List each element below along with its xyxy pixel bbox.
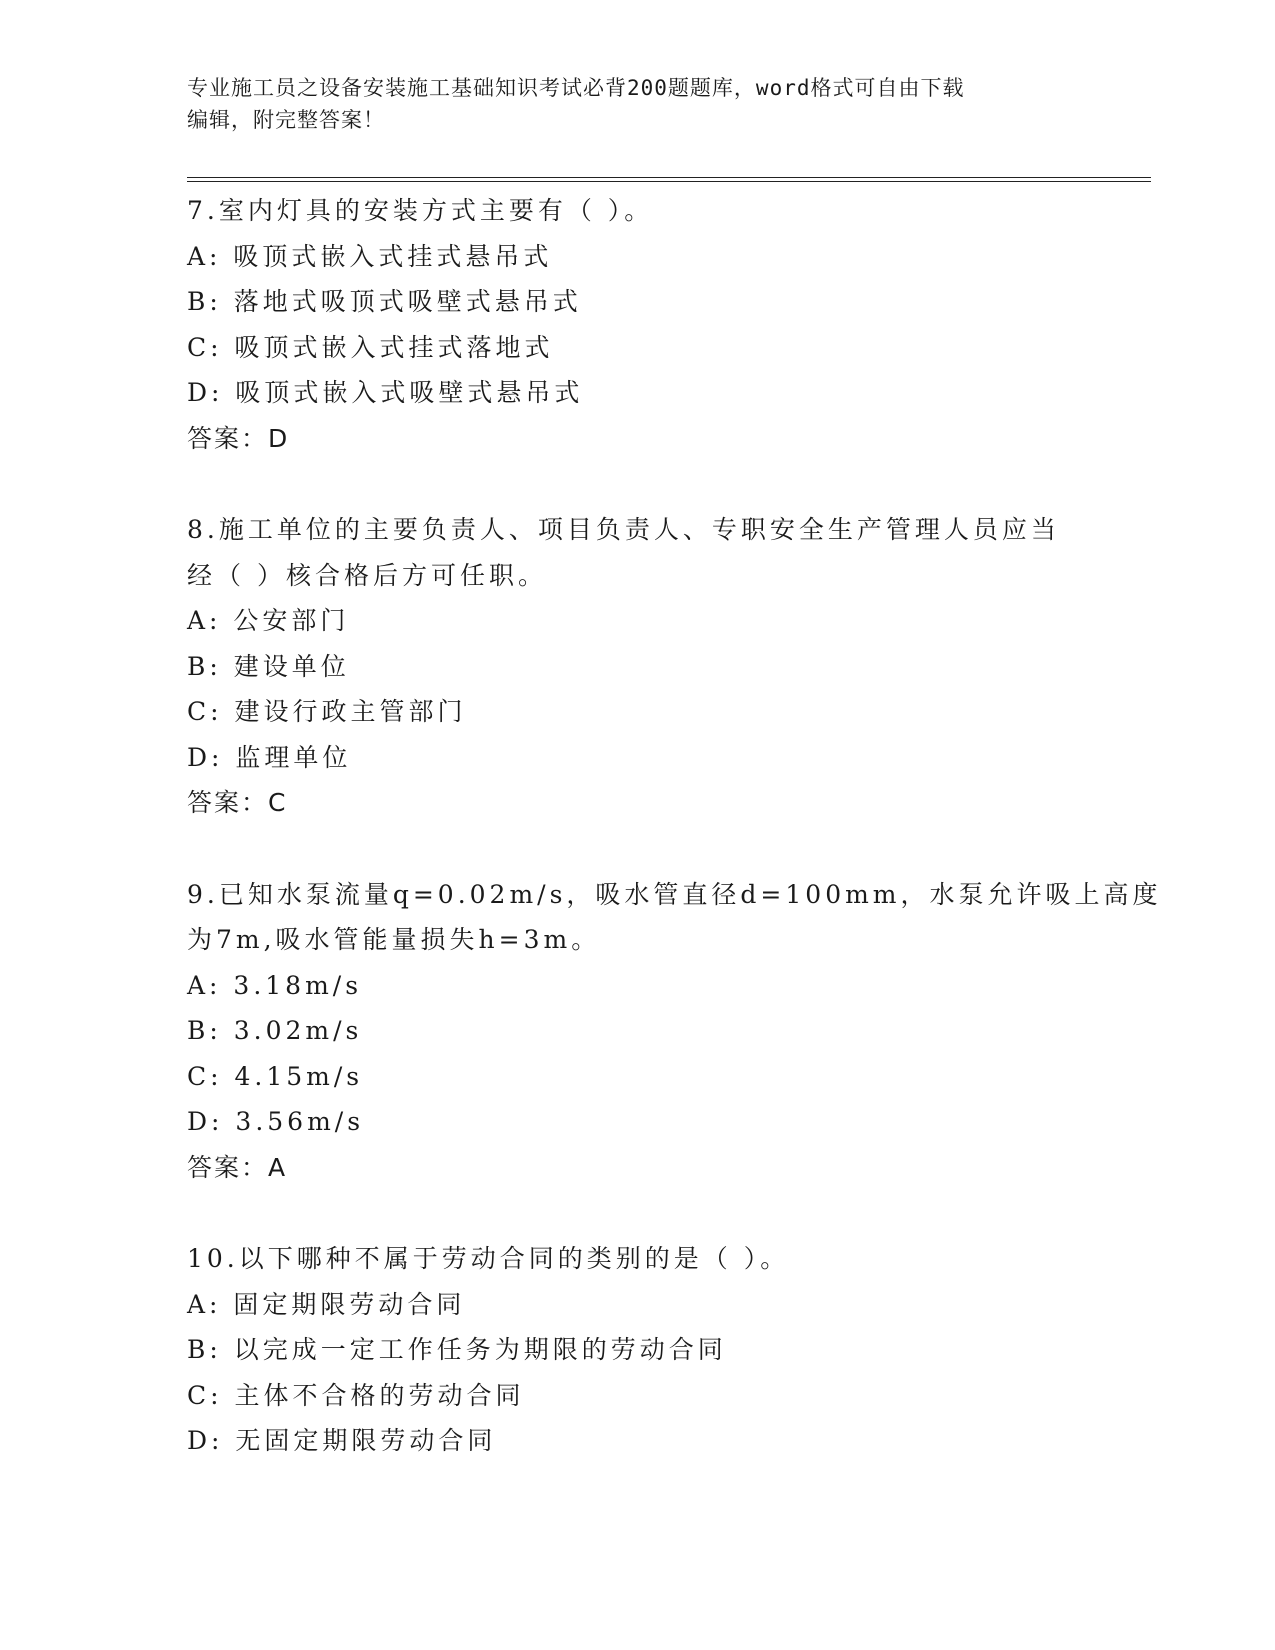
option-d: D: 监理单位 — [187, 742, 352, 772]
question-list — [187, 188, 1162, 1464]
option-a: A: 公安部门 — [187, 606, 350, 635]
question-stem: 7.室内灯具的安装方式主要有（ ）。 — [187, 196, 654, 225]
header-line-1: 专业施工员之设备安装施工基础知识考试必背200题题库，word格式可自由下载 — [187, 76, 965, 100]
option-b: B: 建设单位 — [187, 651, 350, 681]
option-c: C: 建设行政主管部门 — [187, 697, 467, 726]
option-c: C: 4.15m/s — [187, 1061, 364, 1091]
option-d: D: 无固定期限劳动合同 — [187, 1426, 497, 1455]
option-c: C: 主体不合格的劳动合同 — [187, 1380, 525, 1410]
question-stem-line-1: 8.施工单位的主要负责人、项目负责人、专职安全生产管理人员应当 — [187, 515, 1060, 544]
option-c: C: 吸顶式嵌入式挂式落地式 — [187, 332, 554, 362]
answer: 答案：A — [187, 1152, 288, 1182]
option-d: D: 3.56m/s — [187, 1107, 365, 1136]
question-8 — [187, 507, 1087, 826]
question-stem: 10.以下哪种不属于劳动合同的类别的是（ ）。 — [187, 1244, 790, 1273]
option-a: A: 吸顶式嵌入式挂式悬吊式 — [187, 241, 553, 271]
header-line-2: 编辑，附完整答案！ — [187, 108, 385, 132]
question-spacer — [187, 461, 1087, 507]
option-b: B: 以完成一定工作任务为期限的劳动合同 — [187, 1335, 727, 1364]
option-d: D: 吸顶式嵌入式吸壁式悬吊式 — [187, 378, 584, 407]
question-7 — [187, 188, 1087, 461]
document-header — [187, 72, 1067, 136]
question-stem-line-2: 经（ ）核合格后方可任职。 — [187, 560, 547, 590]
question-10 — [187, 1236, 1087, 1464]
option-a: A: 3.18m/s — [187, 970, 363, 1000]
header-rule-bottom — [187, 181, 1151, 182]
question-stem-line-1: 9.已知水泵流量q=0.02m/s，吸水管直径d=100mm，水泵允许吸上高度 — [187, 879, 1162, 909]
question-spacer — [187, 826, 1087, 872]
option-b: B: 落地式吸顶式吸壁式悬吊式 — [187, 287, 582, 316]
option-a: A: 固定期限劳动合同 — [187, 1289, 466, 1319]
question-9 — [187, 872, 1162, 1191]
option-b: B: 3.02m/s — [187, 1016, 363, 1045]
header-rule-top — [187, 177, 1151, 178]
answer: 答案：C — [187, 788, 288, 817]
question-spacer — [187, 1190, 1087, 1236]
answer: 答案：D — [187, 423, 290, 453]
question-stem-line-2: 为7m,吸水管能量损失h=3m。 — [187, 925, 601, 954]
